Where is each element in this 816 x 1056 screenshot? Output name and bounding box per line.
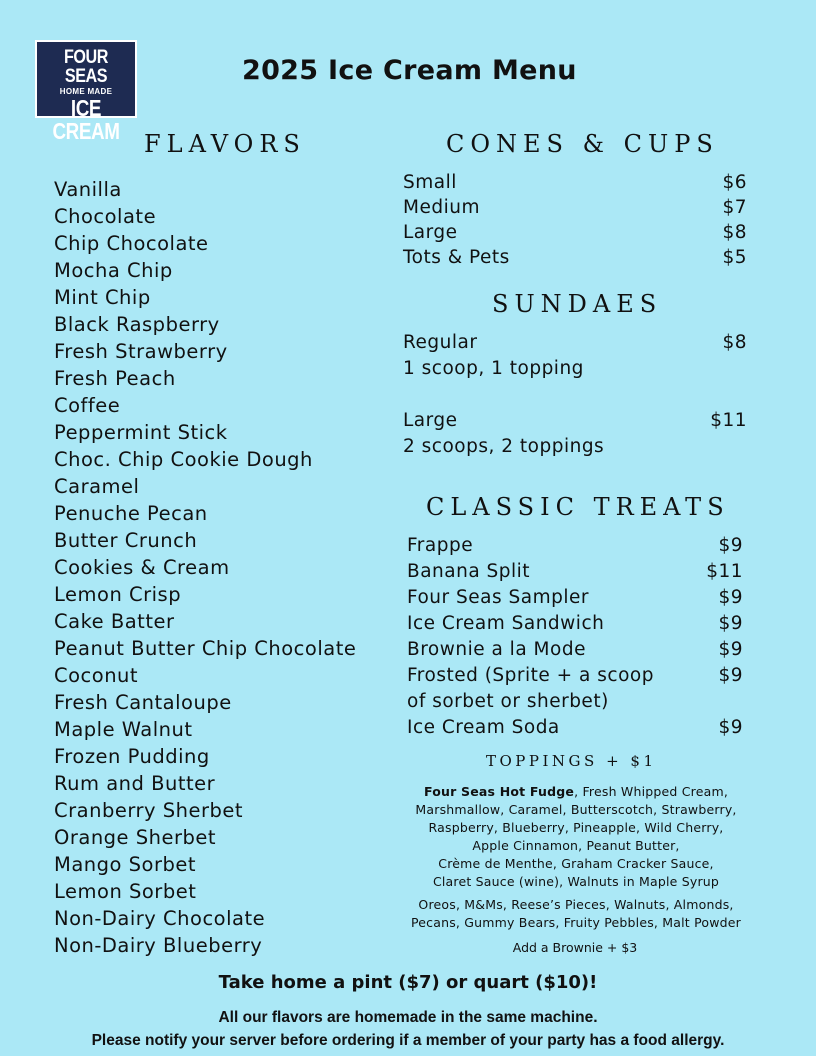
flavor-item: Orange Sherbet	[54, 826, 217, 849]
topping-line: Pecans, Gummy Bears, Fruity Pebbles, Malt Powder	[410, 915, 742, 930]
treat-price: $9	[718, 613, 743, 634]
sundae-price: $8	[722, 332, 747, 353]
allergy-note: Please notify your server before ordering if a member of your party has a food allergy.	[91, 1032, 725, 1049]
logo-line-2: HOME MADE	[59, 87, 113, 96]
hot-fudge-label: Four Seas Hot Fudge	[423, 784, 575, 799]
treat-row	[407, 535, 743, 556]
flavor-item: Penuche Pecan	[54, 502, 208, 525]
flavor-item: Cranberry Sherbet	[54, 799, 244, 822]
flavor-item: Cake Batter	[54, 610, 175, 633]
topping-line: Crème de Menthe, Graham Cracker Sauce,	[438, 856, 714, 871]
cone-row	[403, 247, 747, 268]
treat-row	[407, 717, 743, 738]
sundae-regular-desc: 1 scoop, 1 topping	[403, 358, 584, 379]
topping-line: Marshmallow, Caramel, Butterscotch, Strawberry,	[415, 802, 737, 817]
treat-price: $9	[718, 717, 743, 738]
four-seas-logo	[35, 40, 137, 144]
sundae-name: Regular	[403, 332, 478, 353]
treat-row	[407, 587, 743, 608]
treat-name: Four Seas Sampler	[407, 587, 589, 608]
flavor-item: Fresh Strawberry	[54, 340, 228, 363]
cone-name: Small	[403, 172, 457, 193]
sauce-toppings	[396, 783, 756, 891]
treat-row	[407, 665, 743, 686]
topping-line: Claret Sauce (wine), Walnuts in Maple Syrup	[432, 874, 720, 889]
flavor-item: Coffee	[54, 394, 121, 417]
topping-line	[396, 783, 756, 801]
flavor-item: Mocha Chip	[54, 259, 173, 282]
cone-price: $5	[722, 247, 747, 268]
cone-row	[403, 197, 747, 218]
treats-heading: CLASSIC TREATS	[426, 493, 730, 521]
treat-name: Brownie a la Mode	[407, 639, 586, 660]
sundae-large-desc: 2 scoops, 2 toppings	[403, 436, 605, 457]
treat-price: $9	[718, 587, 743, 608]
flavor-item: Chip Chocolate	[54, 232, 209, 255]
cone-name: Medium	[403, 197, 480, 218]
flavor-item: Non-Dairy Blueberry	[54, 934, 263, 957]
flavor-item: Caramel	[54, 475, 140, 498]
logo-line-3: ICE CREAM	[52, 95, 120, 144]
brownie-addon: Add a Brownie + $3	[512, 940, 638, 955]
cone-price: $8	[722, 222, 747, 243]
flavor-item: Mint Chip	[54, 286, 151, 309]
sundae-name: Large	[403, 410, 458, 431]
cone-row	[403, 172, 747, 193]
topping-line: Apple Cinnamon, Peanut Butter,	[472, 838, 680, 853]
treat-name: Frappe	[407, 535, 474, 556]
page-title: 2025 Ice Cream Menu	[242, 55, 577, 86]
cone-price: $6	[722, 172, 747, 193]
cone-name: Large	[403, 222, 458, 243]
frosted-desc: of sorbet or sherbet)	[407, 691, 609, 712]
treat-name: Frosted (Sprite + a scoop	[407, 665, 654, 686]
treat-price: $9	[718, 535, 743, 556]
cone-price: $7	[722, 197, 747, 218]
topping-line: Raspberry, Blueberry, Pineapple, Wild Cherry,	[428, 820, 724, 835]
flavor-item: Black Raspberry	[54, 313, 220, 336]
cone-row	[403, 222, 747, 243]
flavor-item: Lemon Sorbet	[54, 880, 197, 903]
treat-price: $9	[718, 665, 743, 686]
treat-row	[407, 613, 743, 634]
flavor-item: Maple Walnut	[54, 718, 193, 741]
dry-toppings	[396, 896, 756, 932]
toppings-heading: TOPPINGS + $1	[486, 752, 657, 770]
flavor-item: Coconut	[54, 664, 139, 687]
treat-price: $9	[718, 639, 743, 660]
flavor-item: Non-Dairy Chocolate	[54, 907, 266, 930]
flavors-heading: FLAVORS	[144, 130, 306, 158]
logo-line-1: FOUR SEAS	[63, 47, 109, 87]
flavor-item: Chocolate	[54, 205, 157, 228]
flavor-item: Rum and Butter	[54, 772, 216, 795]
homemade-note: All our flavors are homemade in the same machine.	[218, 1009, 598, 1026]
flavor-item: Fresh Cantaloupe	[54, 691, 232, 714]
treat-name: Banana Split	[407, 561, 531, 582]
treat-name: Ice Cream Soda	[407, 717, 560, 738]
flavor-item: Mango Sorbet	[54, 853, 196, 876]
flavor-item: Choc. Chip Cookie Dough	[54, 448, 313, 471]
treat-price: $11	[706, 561, 743, 582]
sundae-large-row	[403, 410, 747, 431]
flavor-item: Butter Crunch	[54, 529, 198, 552]
flavor-list	[54, 176, 356, 959]
cones-heading: CONES & CUPS	[446, 130, 719, 158]
sundae-regular-row	[403, 332, 747, 353]
cone-name: Tots & Pets	[403, 247, 510, 268]
topping-line: Oreos, M&Ms, Reese’s Pieces, Walnuts, Almonds,	[418, 897, 734, 912]
sundaes-heading: SUNDAES	[492, 290, 663, 318]
flavor-item: Peppermint Stick	[54, 421, 228, 444]
flavor-item: Lemon Crisp	[54, 583, 182, 606]
flavor-item: Cookies & Cream	[54, 556, 230, 579]
treat-row	[407, 561, 743, 582]
flavor-item: Peanut Butter Chip Chocolate	[54, 637, 357, 660]
flavor-item: Vanilla	[54, 178, 122, 201]
take-home-note: Take home a pint ($7) or quart ($10)!	[218, 972, 598, 993]
treat-name: Ice Cream Sandwich	[407, 613, 605, 634]
treat-row	[407, 639, 743, 660]
sundae-price: $11	[710, 410, 747, 431]
flavor-item: Frozen Pudding	[54, 745, 210, 768]
topping-text: , Fresh Whipped Cream,	[574, 784, 728, 799]
flavor-item: Fresh Peach	[54, 367, 176, 390]
